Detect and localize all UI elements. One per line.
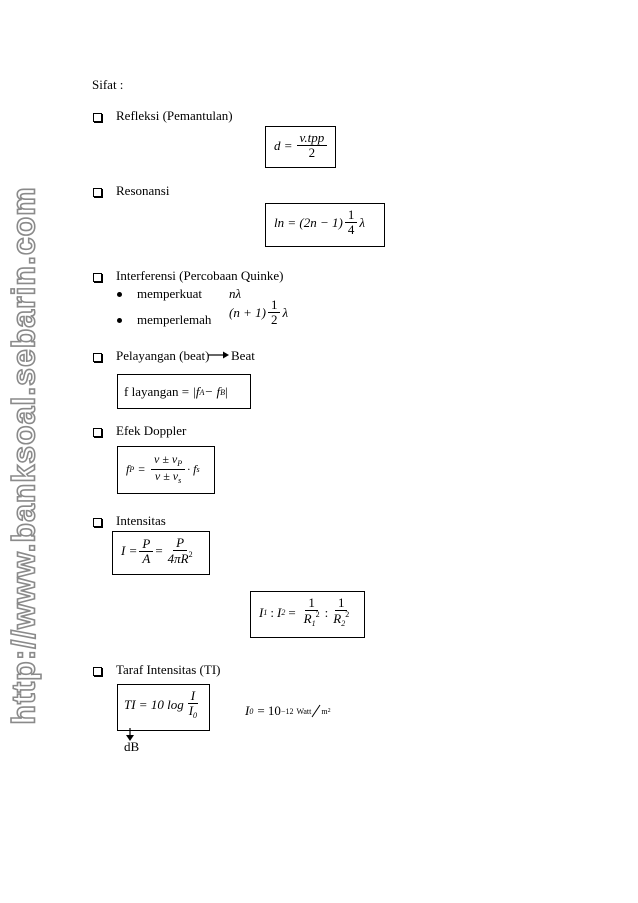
formula-i0 xyxy=(245,703,331,719)
formula-box-resonance xyxy=(265,203,385,247)
bullet-dot-icon xyxy=(117,292,122,297)
ratio-a: I xyxy=(259,604,264,620)
doppler-numerator: v ± v xyxy=(154,452,178,466)
item-label-intensitas: Intensitas xyxy=(116,513,166,528)
resonance-denominator: 4 xyxy=(347,222,355,238)
checkbox-bullet-icon xyxy=(93,273,102,282)
checkbox-bullet-icon xyxy=(93,353,102,362)
ratio-b-sub: 2 xyxy=(281,608,286,618)
beat-expr: |f xyxy=(192,384,200,399)
item-label-pelayangan: Pelayangan (beat) xyxy=(116,348,210,363)
intensity-lhs: I = xyxy=(121,543,138,559)
db-label: dB xyxy=(124,739,140,754)
intensity-eq: = xyxy=(155,543,163,559)
ti-den-sub: 0 xyxy=(193,711,198,721)
checkbox-bullet-icon xyxy=(93,188,102,197)
reflection-lhs: d = xyxy=(274,137,293,153)
beat-text: f layangan = xyxy=(124,384,190,399)
ratio-d1: R xyxy=(303,611,312,627)
beat-end: | xyxy=(224,384,228,399)
reflection-denominator: 2 xyxy=(308,145,316,161)
strengthen-expr: nλ xyxy=(229,286,242,301)
doppler-lhs-sub: P xyxy=(129,464,135,474)
formula-box-beat xyxy=(117,374,251,409)
ratio-d1-sup: 2 xyxy=(315,610,320,620)
weaken-denominator: 2 xyxy=(270,312,278,328)
intensity-n2: P xyxy=(173,536,187,551)
watermark xyxy=(2,185,46,725)
item-label-doppler: Efek Doppler xyxy=(116,423,187,438)
ratio-sep: : xyxy=(270,604,274,620)
item-label-resonansi: Resonansi xyxy=(116,183,170,198)
item-label-refleksi: Refleksi (Pemantulan) xyxy=(116,108,233,123)
section-heading: Sifat : xyxy=(92,77,124,92)
ti-lhs: TI = 10 log xyxy=(124,697,184,713)
weaken-lambda: λ xyxy=(282,304,289,320)
weaken-numerator: 1 xyxy=(268,298,281,313)
ratio-sep2: : xyxy=(324,604,329,620)
right-arrow-icon xyxy=(208,350,230,360)
weaken-expr: (n + 1) xyxy=(229,304,266,320)
ratio-num2: 1 xyxy=(335,596,348,611)
checkbox-bullet-icon xyxy=(93,667,102,676)
intensity-d1: A xyxy=(142,550,151,566)
doppler-eq: = xyxy=(138,461,146,476)
resonance-numerator: 1 xyxy=(345,208,358,223)
doppler-denominator: v ± v xyxy=(154,468,179,483)
ratio-d2: R xyxy=(333,611,342,627)
bullet-dot-icon xyxy=(117,318,122,323)
formula-box-intensity xyxy=(112,531,210,575)
ratio-num1: 1 xyxy=(305,596,318,611)
formula-box-ti xyxy=(117,684,210,731)
i0-lhs: I xyxy=(245,703,250,718)
reflection-numerator: v.tpp xyxy=(297,131,328,146)
intensity-n1: P xyxy=(139,537,153,552)
doppler-den-sub: s xyxy=(178,475,182,485)
ratio-d2-sub: 2 xyxy=(341,619,346,629)
i0-unit: Watt xyxy=(296,706,312,716)
i0-unit-den-sup: 2 xyxy=(327,708,331,714)
watermark-text: http://www.banksoal.sebarin.com xyxy=(5,185,42,725)
ratio-d2-sup: 2 xyxy=(345,610,350,620)
beat-sub-b: B xyxy=(220,387,225,397)
resonance-lhs: ln = (2n − 1) xyxy=(274,214,343,230)
checkbox-bullet-icon xyxy=(93,428,102,437)
weaken-label: memperlemah xyxy=(137,312,212,327)
intensity-d2-sup: 2 xyxy=(188,550,193,560)
doppler-num-sub: P xyxy=(177,459,183,468)
i0-lhs-sub: 0 xyxy=(249,706,254,716)
intensity-d2: 4πR xyxy=(167,551,189,567)
item-label-interferensi: Interferensi (Percobaan Quinke) xyxy=(116,268,284,283)
checkbox-bullet-icon xyxy=(93,113,102,122)
beat-sub-a: A xyxy=(199,387,205,397)
ratio-d1-sub: 1 xyxy=(311,619,316,629)
ti-numerator: I xyxy=(188,689,198,704)
beat-mid: − f xyxy=(204,384,221,399)
ti-denominator: I xyxy=(188,703,194,719)
formula-box-reflection xyxy=(265,126,336,168)
doppler-tail: · f xyxy=(187,461,197,476)
formula-box-doppler xyxy=(117,446,215,494)
resonance-lambda: λ xyxy=(359,214,365,230)
beat-target: Beat xyxy=(231,348,255,363)
i0-unit-den: m xyxy=(321,706,328,716)
formula-box-ratio xyxy=(250,591,365,638)
i0-exp: −12 xyxy=(280,706,294,716)
ratio-b: I xyxy=(276,604,282,620)
strengthen-label: memperkuat xyxy=(137,286,202,301)
i0-eq: = 10 xyxy=(257,703,281,718)
doppler-lhs: f xyxy=(126,461,130,476)
doppler-tail-sub: s xyxy=(196,464,200,474)
item-label-taraf-intensitas: Taraf Intensitas (TI) xyxy=(116,662,221,677)
ratio-a-sub: 1 xyxy=(263,608,268,618)
checkbox-bullet-icon xyxy=(93,518,102,527)
ratio-eq: = xyxy=(288,604,296,620)
slash-icon xyxy=(311,704,321,718)
